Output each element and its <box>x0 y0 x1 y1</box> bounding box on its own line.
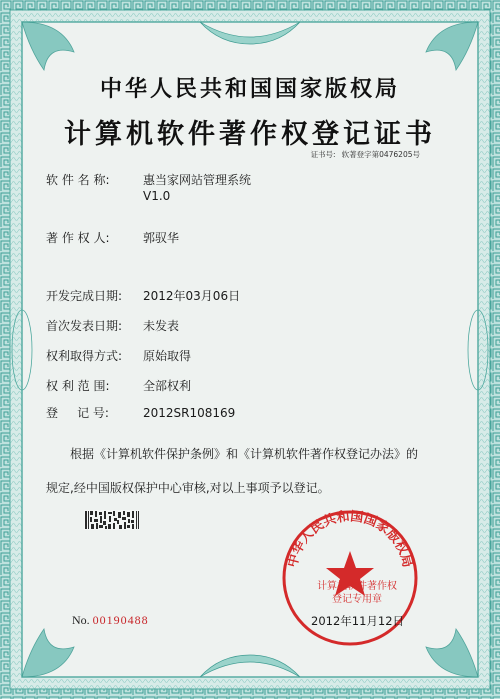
seal-ring-text: 中华人民共和国国家版权局 <box>285 509 415 569</box>
field-rights-scope <box>46 378 191 394</box>
barcode-icon <box>84 510 140 530</box>
field-software-name <box>46 172 251 204</box>
field-value: 郭驭华 <box>143 231 180 245</box>
field-label: 软 件 名 称: <box>46 173 110 187</box>
certificate-number-value: 软著登字第0476205号 <box>341 150 420 159</box>
field-label: 著 作 权 人: <box>46 231 110 245</box>
field-publication-date <box>46 318 179 334</box>
field-copyright-owner <box>46 230 179 246</box>
field-value-version: V1.0 <box>143 189 171 203</box>
seal-inner-text <box>302 580 412 606</box>
field-value: 惠当家网站管理系统 <box>143 173 252 187</box>
document-title: 计算机软件著作权登记证书 <box>64 119 436 150</box>
field-value: 未发表 <box>143 319 180 333</box>
field-value: 2012年03月06日 <box>143 289 241 303</box>
serial-number-value: 00190488 <box>92 613 149 627</box>
field-label: 权 利 范 围: <box>46 379 110 393</box>
field-value: 全部权利 <box>143 379 192 393</box>
serial-number-label: No. <box>72 613 90 627</box>
field-completion-date <box>46 288 240 304</box>
certificate-number <box>311 149 420 160</box>
field-label: 首次发表日期: <box>46 319 123 333</box>
body-text-line-1: 根据《计算机软件保护条例》和《计算机软件著作权登记办法》的 <box>70 447 419 461</box>
field-label: 登 记 号: <box>46 406 109 420</box>
field-label: 权利取得方式: <box>46 349 123 363</box>
certificate-number-label: 证书号: <box>310 150 336 159</box>
field-label: 开发完成日期: <box>46 289 123 303</box>
issue-date: 2012年11月12日 <box>311 614 405 628</box>
seal-inner-line-2: 登记专用章 <box>332 594 382 605</box>
field-acquisition-method <box>46 348 191 364</box>
field-registration-number <box>46 405 235 421</box>
body-text-line-2: 规定,经中国版权保护中心审核,对以上事项予以登记。 <box>46 481 330 495</box>
seal-inner-line-1: 计算机软件著作权 <box>317 581 397 592</box>
field-value: 2012SR108169 <box>143 406 236 420</box>
serial-number <box>72 613 149 628</box>
issuing-authority: 中华人民共和国国家版权局 <box>99 77 400 102</box>
field-value: 原始取得 <box>143 349 192 363</box>
